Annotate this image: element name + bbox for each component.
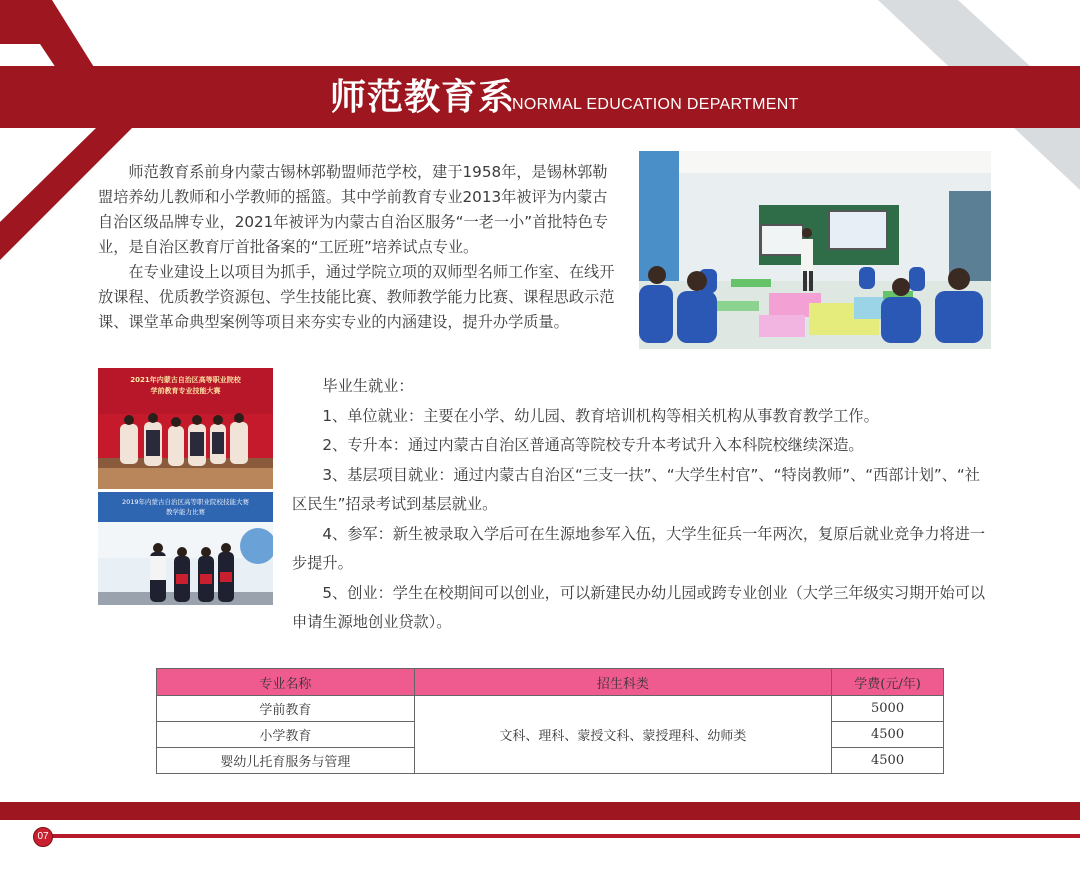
fee-cell: 5000 xyxy=(832,696,944,722)
category-cell: 文科、理科、蒙授文科、蒙授理科、幼师类 xyxy=(414,696,831,774)
award-banner-text: 2021年内蒙古自治区高等职业院校 xyxy=(130,376,241,384)
footer-line xyxy=(48,834,1080,838)
classroom-photo xyxy=(639,151,991,349)
award-banner-text: 学前教育专业技能大赛 xyxy=(150,387,221,395)
award-banner-text: 教学能力比赛 xyxy=(166,508,205,516)
employment-item: 5、创业：学生在校期间可以创业，可以新建民办幼儿园或跨专业创业（大学三年级实习期开始可以申请生源地创业贷款）。 xyxy=(292,583,986,631)
table-header-row xyxy=(157,669,944,696)
column-header-category: 招生科类 xyxy=(414,669,831,696)
column-header-major: 专业名称 xyxy=(157,669,415,696)
page-subtitle-en: NORMAL EDUCATION DEPARTMENT xyxy=(512,96,799,113)
fee-cell: 4500 xyxy=(832,748,944,774)
employment-item: 4、参军：新生被录取入学后可在生源地参军入伍，大学生征兵一年两次，复原后就业竞争力将进一步提升。 xyxy=(292,524,986,572)
intro-text xyxy=(98,160,622,335)
fee-table xyxy=(156,668,944,774)
page-title: 师范教育系 xyxy=(330,77,516,118)
column-header-fee: 学费(元/年) xyxy=(832,669,944,696)
employment-heading: 毕业生就业： xyxy=(322,377,414,395)
major-cell: 小学教育 xyxy=(157,722,415,748)
award-banner-text: 2019年内蒙古自治区高等职业院校技能大赛 xyxy=(121,498,250,506)
page-number: 07 xyxy=(33,827,53,847)
intro-paragraph: 师范教育系前身内蒙古锡林郭勒盟师范学校，建于1958年，是锡林郭勒盟培养幼儿教师和小学教师的摇篮。其中学前教育专业2013年被评为内蒙古自治区级品牌专业，2021年被评为内蒙古自治区服务“一老一小”首批特色专业，是自治区教育厅首批备案的“工匠班”培养试点专业。 xyxy=(98,163,609,256)
footer-band xyxy=(0,802,1080,820)
employment-section xyxy=(292,372,992,638)
fee-cell: 4500 xyxy=(832,722,944,748)
major-cell: 婴幼儿托育服务与管理 xyxy=(157,748,415,774)
award-photo-1 xyxy=(98,368,273,489)
employment-item: 1、单位就业：主要在小学、幼儿园、教育培训机构等相关机构从事教育教学工作。 xyxy=(322,406,879,425)
employment-item: 3、基层项目就业：通过内蒙古自治区“三支一扶”、“大学生村官”、“特岗教师”、“西部计划”、“社区民生”招录考试到基层就业。 xyxy=(292,465,980,513)
table-row xyxy=(157,696,944,722)
employment-item: 2、专升本：通过内蒙古自治区普通高等院校专升本考试升入本科院校继续深造。 xyxy=(322,436,864,454)
major-cell: 学前教育 xyxy=(157,696,415,722)
intro-paragraph: 在专业建设上以项目为抓手，通过学院立项的双师型名师工作室、在线开放课程、优质教学资源包、学生技能比赛、教师教学能力比赛、课程思政示范课、课堂革命典型案例等项目来夯实专业的内涵建设，提升办学质量。 xyxy=(98,263,615,331)
award-photo-2 xyxy=(98,492,273,605)
